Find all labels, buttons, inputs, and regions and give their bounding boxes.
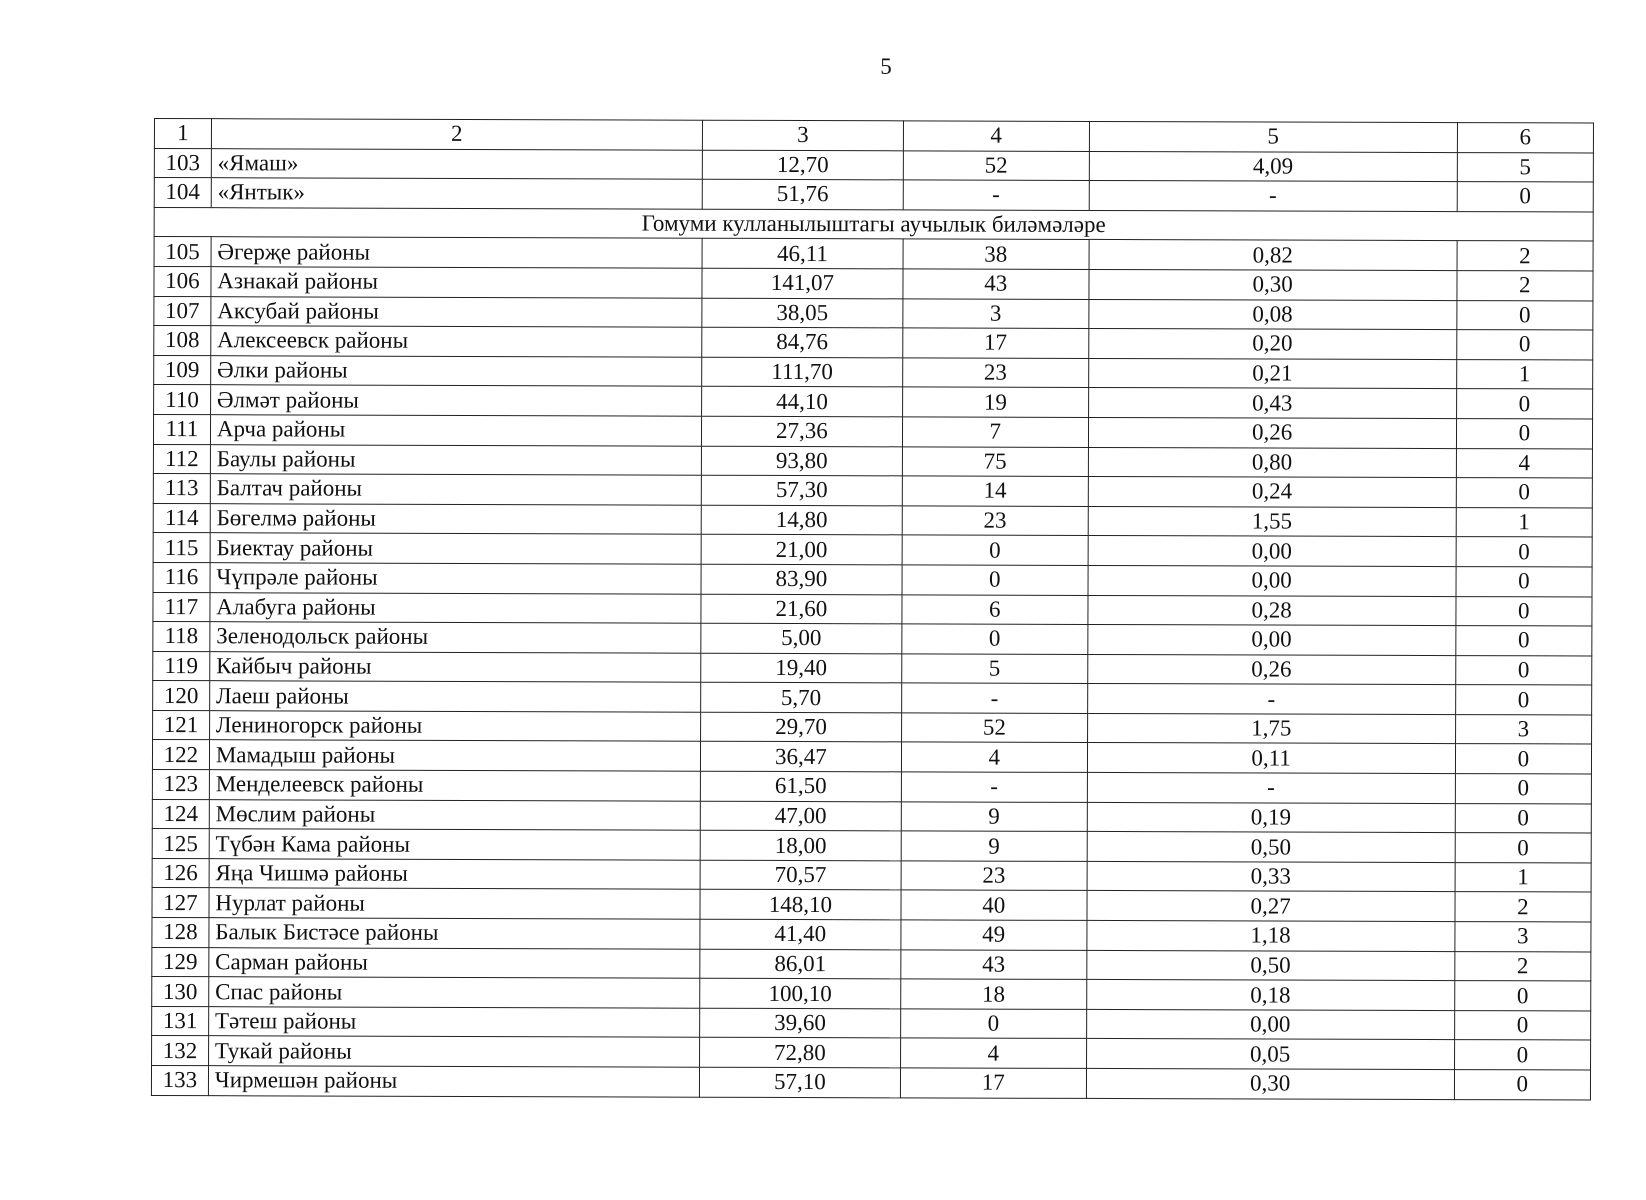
density-value-cell: 0,80 bbox=[1088, 447, 1456, 478]
row-number-cell: 130 bbox=[152, 977, 209, 1007]
area-value-cell: 21,00 bbox=[701, 535, 902, 565]
row-number-cell: 123 bbox=[152, 770, 209, 800]
area-value-cell: 18,00 bbox=[700, 830, 901, 860]
area-name-cell: Балтач районы bbox=[210, 474, 701, 505]
density-value-cell: 0,28 bbox=[1088, 595, 1456, 626]
table-row bbox=[152, 1036, 1591, 1070]
limit-value-cell: 4 bbox=[1456, 448, 1592, 478]
area-name-cell: Мөслим районы bbox=[209, 799, 700, 830]
area-name-cell: Баулы районы bbox=[210, 444, 701, 475]
density-value-cell: 0,50 bbox=[1087, 832, 1455, 863]
table-row bbox=[153, 681, 1592, 715]
density-value-cell: 1,18 bbox=[1086, 920, 1454, 951]
limit-value-cell: 2 bbox=[1454, 951, 1590, 981]
count-value-cell: 5 bbox=[902, 654, 1088, 684]
row-number-cell: 117 bbox=[153, 592, 210, 622]
limit-value-cell: 0 bbox=[1455, 833, 1591, 863]
count-value-cell: - bbox=[903, 180, 1089, 210]
density-value-cell: - bbox=[1087, 772, 1455, 803]
area-value-cell: 12,70 bbox=[702, 150, 903, 180]
area-value-cell: 38,05 bbox=[702, 298, 903, 328]
row-number-cell: 116 bbox=[153, 562, 210, 592]
density-value-cell: 0,00 bbox=[1088, 565, 1456, 596]
area-name-cell: Аксубай районы bbox=[211, 296, 702, 327]
limit-value-cell: 1 bbox=[1456, 507, 1592, 537]
count-value-cell: 9 bbox=[901, 831, 1087, 861]
count-value-cell: 14 bbox=[902, 476, 1088, 506]
area-value-cell: 93,80 bbox=[701, 446, 902, 476]
count-value-cell: 49 bbox=[901, 920, 1087, 950]
area-name-cell: Биектау районы bbox=[210, 533, 701, 564]
count-value-cell: 6 bbox=[902, 594, 1088, 624]
limit-value-cell: 0 bbox=[1454, 981, 1590, 1011]
count-value-cell: 17 bbox=[903, 328, 1089, 358]
area-name-cell: «Янтык» bbox=[211, 178, 702, 209]
row-number-cell: 129 bbox=[152, 947, 209, 977]
row-number-cell: 125 bbox=[152, 829, 209, 859]
area-name-cell: Тукай районы bbox=[208, 1036, 699, 1067]
limit-value-cell: 0 bbox=[1455, 744, 1591, 774]
row-number-cell: 105 bbox=[154, 237, 211, 267]
area-value-cell: 14,80 bbox=[701, 505, 902, 535]
area-name-cell: Тәтеш районы bbox=[208, 1006, 699, 1037]
row-number-cell: 103 bbox=[154, 148, 211, 178]
density-value-cell: 0,27 bbox=[1087, 891, 1455, 922]
count-value-cell: 19 bbox=[902, 387, 1088, 417]
area-value-cell: 70,57 bbox=[700, 860, 901, 890]
table-row bbox=[154, 296, 1593, 330]
count-value-cell: 18 bbox=[901, 979, 1087, 1009]
area-value-cell: 100,10 bbox=[700, 978, 901, 1008]
row-number-cell: 127 bbox=[152, 888, 209, 918]
limit-value-cell: 0 bbox=[1454, 1070, 1590, 1100]
count-value-cell: 7 bbox=[902, 417, 1088, 447]
row-number-cell: 114 bbox=[153, 503, 210, 533]
density-value-cell: 0,26 bbox=[1088, 417, 1456, 448]
area-value-cell: 21,60 bbox=[701, 594, 902, 624]
limit-value-cell: 0 bbox=[1456, 419, 1592, 449]
table-row bbox=[154, 385, 1593, 419]
row-number-cell: 111 bbox=[153, 414, 210, 444]
density-value-cell: 0,00 bbox=[1087, 625, 1455, 656]
row-number-cell: 131 bbox=[152, 1006, 209, 1036]
row-number-cell: 112 bbox=[153, 444, 210, 474]
area-name-cell: Кайбыч районы bbox=[210, 651, 701, 682]
limit-value-cell: 2 bbox=[1455, 892, 1591, 922]
area-name-cell: Әлки районы bbox=[211, 355, 702, 386]
row-number-cell: 132 bbox=[152, 1036, 209, 1066]
count-value-cell: - bbox=[901, 772, 1087, 802]
area-value-cell: 148,10 bbox=[700, 890, 901, 920]
table-row bbox=[152, 888, 1591, 922]
count-value-cell: 23 bbox=[901, 861, 1087, 891]
count-value-cell: - bbox=[902, 683, 1088, 713]
row-number-cell: 119 bbox=[153, 651, 210, 681]
area-value-cell: 36,47 bbox=[700, 742, 901, 772]
limit-value-cell: 0 bbox=[1456, 478, 1592, 508]
density-value-cell: 0,19 bbox=[1087, 802, 1455, 833]
area-name-cell: Балык Бистәсе районы bbox=[209, 918, 700, 949]
area-value-cell: 141,07 bbox=[702, 268, 903, 298]
density-value-cell: - bbox=[1089, 181, 1457, 212]
limit-value-cell: 0 bbox=[1456, 626, 1592, 656]
density-value-cell: 1,75 bbox=[1087, 713, 1455, 744]
density-value-cell: 0,00 bbox=[1088, 536, 1456, 567]
area-value-cell: 5,00 bbox=[701, 623, 902, 653]
area-name-cell: Алексеевск районы bbox=[211, 326, 702, 357]
limit-value-cell: 0 bbox=[1454, 1040, 1590, 1070]
limit-value-cell: 0 bbox=[1455, 655, 1591, 685]
area-value-cell: 5,70 bbox=[701, 683, 902, 713]
row-number-cell: 110 bbox=[154, 385, 211, 415]
area-value-cell: 57,10 bbox=[699, 1067, 900, 1097]
density-value-cell: 0,08 bbox=[1088, 299, 1456, 330]
area-value-cell: 111,70 bbox=[702, 357, 903, 387]
limit-value-cell: 0 bbox=[1455, 774, 1591, 804]
table-row bbox=[152, 740, 1591, 774]
area-value-cell: 19,40 bbox=[701, 653, 902, 683]
density-value-cell: 0,82 bbox=[1089, 240, 1457, 271]
row-number-cell: 121 bbox=[153, 710, 210, 740]
table-row bbox=[154, 355, 1593, 389]
table-row bbox=[154, 178, 1593, 212]
area-value-cell: 47,00 bbox=[700, 801, 901, 831]
area-value-cell: 84,76 bbox=[702, 327, 903, 357]
table-row bbox=[152, 1006, 1591, 1040]
area-name-cell: Арча районы bbox=[210, 415, 701, 446]
table-body bbox=[151, 119, 1593, 1100]
table-row bbox=[153, 592, 1592, 626]
limit-value-cell: 0 bbox=[1455, 685, 1591, 715]
density-value-cell: 0,11 bbox=[1087, 743, 1455, 774]
area-name-cell: Мамадыш районы bbox=[209, 740, 700, 771]
area-value-cell: 61,50 bbox=[700, 771, 901, 801]
density-value-cell: 0,18 bbox=[1086, 980, 1454, 1011]
area-value-cell: 41,40 bbox=[700, 919, 901, 949]
row-number-cell: 104 bbox=[154, 178, 211, 208]
area-name-cell: Лаеш районы bbox=[209, 681, 700, 712]
limit-value-cell: 3 bbox=[1455, 714, 1591, 744]
area-name-cell: Зеленодольск районы bbox=[210, 622, 701, 653]
area-name-cell: Чүпрәле районы bbox=[210, 563, 701, 594]
table-row bbox=[153, 444, 1592, 478]
count-value-cell: 40 bbox=[901, 890, 1087, 920]
count-value-cell: 0 bbox=[902, 565, 1088, 595]
count-value-cell: 4 bbox=[901, 742, 1087, 772]
count-value-cell: 3 bbox=[903, 298, 1089, 328]
table-row bbox=[153, 562, 1592, 596]
count-value-cell: 0 bbox=[902, 624, 1088, 654]
area-name-cell: Менделеевск районы bbox=[209, 770, 700, 801]
area-value-cell: 39,60 bbox=[699, 1008, 900, 1038]
count-value-cell: 0 bbox=[901, 1009, 1087, 1039]
area-name-cell: Әгерҗе районы bbox=[211, 237, 702, 268]
limit-value-cell: 0 bbox=[1456, 537, 1592, 567]
table-row bbox=[153, 710, 1592, 744]
limit-value-cell: 6 bbox=[1457, 123, 1593, 153]
table-row bbox=[154, 237, 1593, 271]
density-value-cell: - bbox=[1087, 684, 1455, 715]
density-value-cell: 0,43 bbox=[1088, 388, 1456, 419]
header-row bbox=[154, 119, 1593, 153]
section-row bbox=[154, 207, 1593, 241]
table-row bbox=[153, 651, 1592, 685]
limit-value-cell: 2 bbox=[1457, 241, 1593, 271]
area-value-cell: 51,76 bbox=[702, 179, 903, 209]
row-number-cell: 133 bbox=[151, 1065, 208, 1095]
table-row bbox=[152, 918, 1591, 952]
limit-value-cell: 0 bbox=[1454, 1010, 1590, 1040]
density-value-cell: 0,50 bbox=[1086, 950, 1454, 981]
row-number-cell: 120 bbox=[153, 681, 210, 711]
area-value-cell: 86,01 bbox=[700, 949, 901, 979]
page-number: 5 bbox=[880, 54, 892, 79]
count-value-cell: 52 bbox=[901, 713, 1087, 743]
row-number-cell: 118 bbox=[153, 622, 210, 652]
density-value-cell: 0,30 bbox=[1089, 269, 1457, 300]
area-name-cell: Яңа Чишмә районы bbox=[209, 859, 700, 890]
table-row bbox=[152, 977, 1591, 1011]
area-name-cell: Лениногорск районы bbox=[209, 711, 700, 742]
area-name-cell: Чирмешән районы bbox=[208, 1066, 699, 1097]
limit-value-cell: 1 bbox=[1456, 359, 1592, 389]
count-value-cell: 23 bbox=[902, 506, 1088, 536]
area-name-cell: Сарман районы bbox=[209, 947, 700, 978]
table-row bbox=[152, 858, 1591, 892]
row-number-cell: 108 bbox=[154, 326, 211, 356]
area-value-cell: 29,70 bbox=[700, 712, 901, 742]
area-name-cell: Әлмәт районы bbox=[210, 385, 701, 416]
row-number-cell: 115 bbox=[153, 533, 210, 563]
limit-value-cell: 0 bbox=[1456, 566, 1592, 596]
area-value-cell: 57,30 bbox=[701, 475, 902, 505]
count-value-cell: 17 bbox=[900, 1068, 1086, 1098]
table-row bbox=[151, 1065, 1590, 1099]
table-row bbox=[153, 414, 1592, 448]
area-name-cell: Бөгелмә районы bbox=[210, 503, 701, 534]
count-value-cell: 4 bbox=[903, 121, 1089, 151]
row-number-cell: 124 bbox=[152, 799, 209, 829]
row-number-cell: 107 bbox=[154, 296, 211, 326]
count-value-cell: 43 bbox=[903, 269, 1089, 299]
section-title: Гомуми кулланылыштагы аучылык биләмәләре bbox=[154, 207, 1593, 241]
area-name-cell: Спас районы bbox=[209, 977, 700, 1008]
limit-value-cell: 0 bbox=[1456, 330, 1592, 360]
limit-value-cell: 2 bbox=[1457, 271, 1593, 301]
count-value-cell: 23 bbox=[903, 358, 1089, 388]
area-value-cell: 83,90 bbox=[701, 564, 902, 594]
density-value-cell: 0,00 bbox=[1086, 1009, 1454, 1040]
row-number-cell: 128 bbox=[152, 918, 209, 948]
area-value-cell: 3 bbox=[702, 120, 903, 150]
row-number-cell: 1 bbox=[154, 119, 211, 149]
count-value-cell: 38 bbox=[903, 239, 1089, 269]
row-number-cell: 126 bbox=[152, 858, 209, 888]
count-value-cell: 43 bbox=[901, 949, 1087, 979]
density-value-cell: 4,09 bbox=[1089, 151, 1457, 182]
table-row bbox=[153, 533, 1592, 567]
row-number-cell: 106 bbox=[154, 266, 211, 296]
table-row bbox=[152, 829, 1591, 863]
density-value-cell: 0,20 bbox=[1088, 329, 1456, 360]
limit-value-cell: 0 bbox=[1455, 803, 1591, 833]
limit-value-cell: 0 bbox=[1456, 389, 1592, 419]
table-row bbox=[152, 799, 1591, 833]
area-name-cell: Азнакай районы bbox=[211, 267, 702, 298]
area-name-cell: «Ямаш» bbox=[211, 148, 702, 179]
table-row bbox=[154, 148, 1593, 182]
count-value-cell: 4 bbox=[900, 1038, 1086, 1068]
table-row bbox=[153, 622, 1592, 656]
table-row bbox=[154, 326, 1593, 360]
count-value-cell: 75 bbox=[902, 446, 1088, 476]
limit-value-cell: 0 bbox=[1457, 182, 1593, 212]
area-value-cell: 27,36 bbox=[701, 416, 902, 446]
area-name-cell: Алабуга районы bbox=[210, 592, 701, 623]
density-value-cell: 0,24 bbox=[1088, 477, 1456, 508]
density-value-cell: 0,21 bbox=[1088, 358, 1456, 389]
limit-value-cell: 3 bbox=[1455, 922, 1591, 952]
table-row bbox=[153, 474, 1592, 508]
area-name-cell: Нурлат районы bbox=[209, 888, 700, 919]
count-value-cell: 0 bbox=[902, 535, 1088, 565]
table-row bbox=[153, 503, 1592, 537]
row-number-cell: 109 bbox=[154, 355, 211, 385]
density-value-cell: 0,26 bbox=[1087, 654, 1455, 685]
count-value-cell: 52 bbox=[903, 150, 1089, 180]
row-number-cell: 113 bbox=[153, 474, 210, 504]
area-name-cell: 2 bbox=[211, 119, 702, 150]
density-value-cell: 1,55 bbox=[1088, 506, 1456, 537]
density-value-cell: 0,05 bbox=[1086, 1039, 1454, 1070]
count-value-cell: 9 bbox=[901, 802, 1087, 832]
table-row bbox=[152, 947, 1591, 981]
data-table bbox=[151, 118, 1594, 1100]
density-value-cell: 0,30 bbox=[1086, 1068, 1454, 1099]
table-row bbox=[152, 770, 1591, 804]
area-value-cell: 44,10 bbox=[701, 387, 902, 417]
density-value-cell: 0,33 bbox=[1087, 861, 1455, 892]
limit-value-cell: 0 bbox=[1457, 300, 1593, 330]
limit-value-cell: 5 bbox=[1457, 152, 1593, 182]
area-value-cell: 46,11 bbox=[702, 239, 903, 269]
table-row bbox=[154, 266, 1593, 300]
limit-value-cell: 1 bbox=[1455, 862, 1591, 892]
limit-value-cell: 0 bbox=[1456, 596, 1592, 626]
density-value-cell: 5 bbox=[1089, 121, 1457, 152]
area-value-cell: 72,80 bbox=[699, 1038, 900, 1068]
row-number-cell: 122 bbox=[152, 740, 209, 770]
area-name-cell: Түбән Кама районы bbox=[209, 829, 700, 860]
